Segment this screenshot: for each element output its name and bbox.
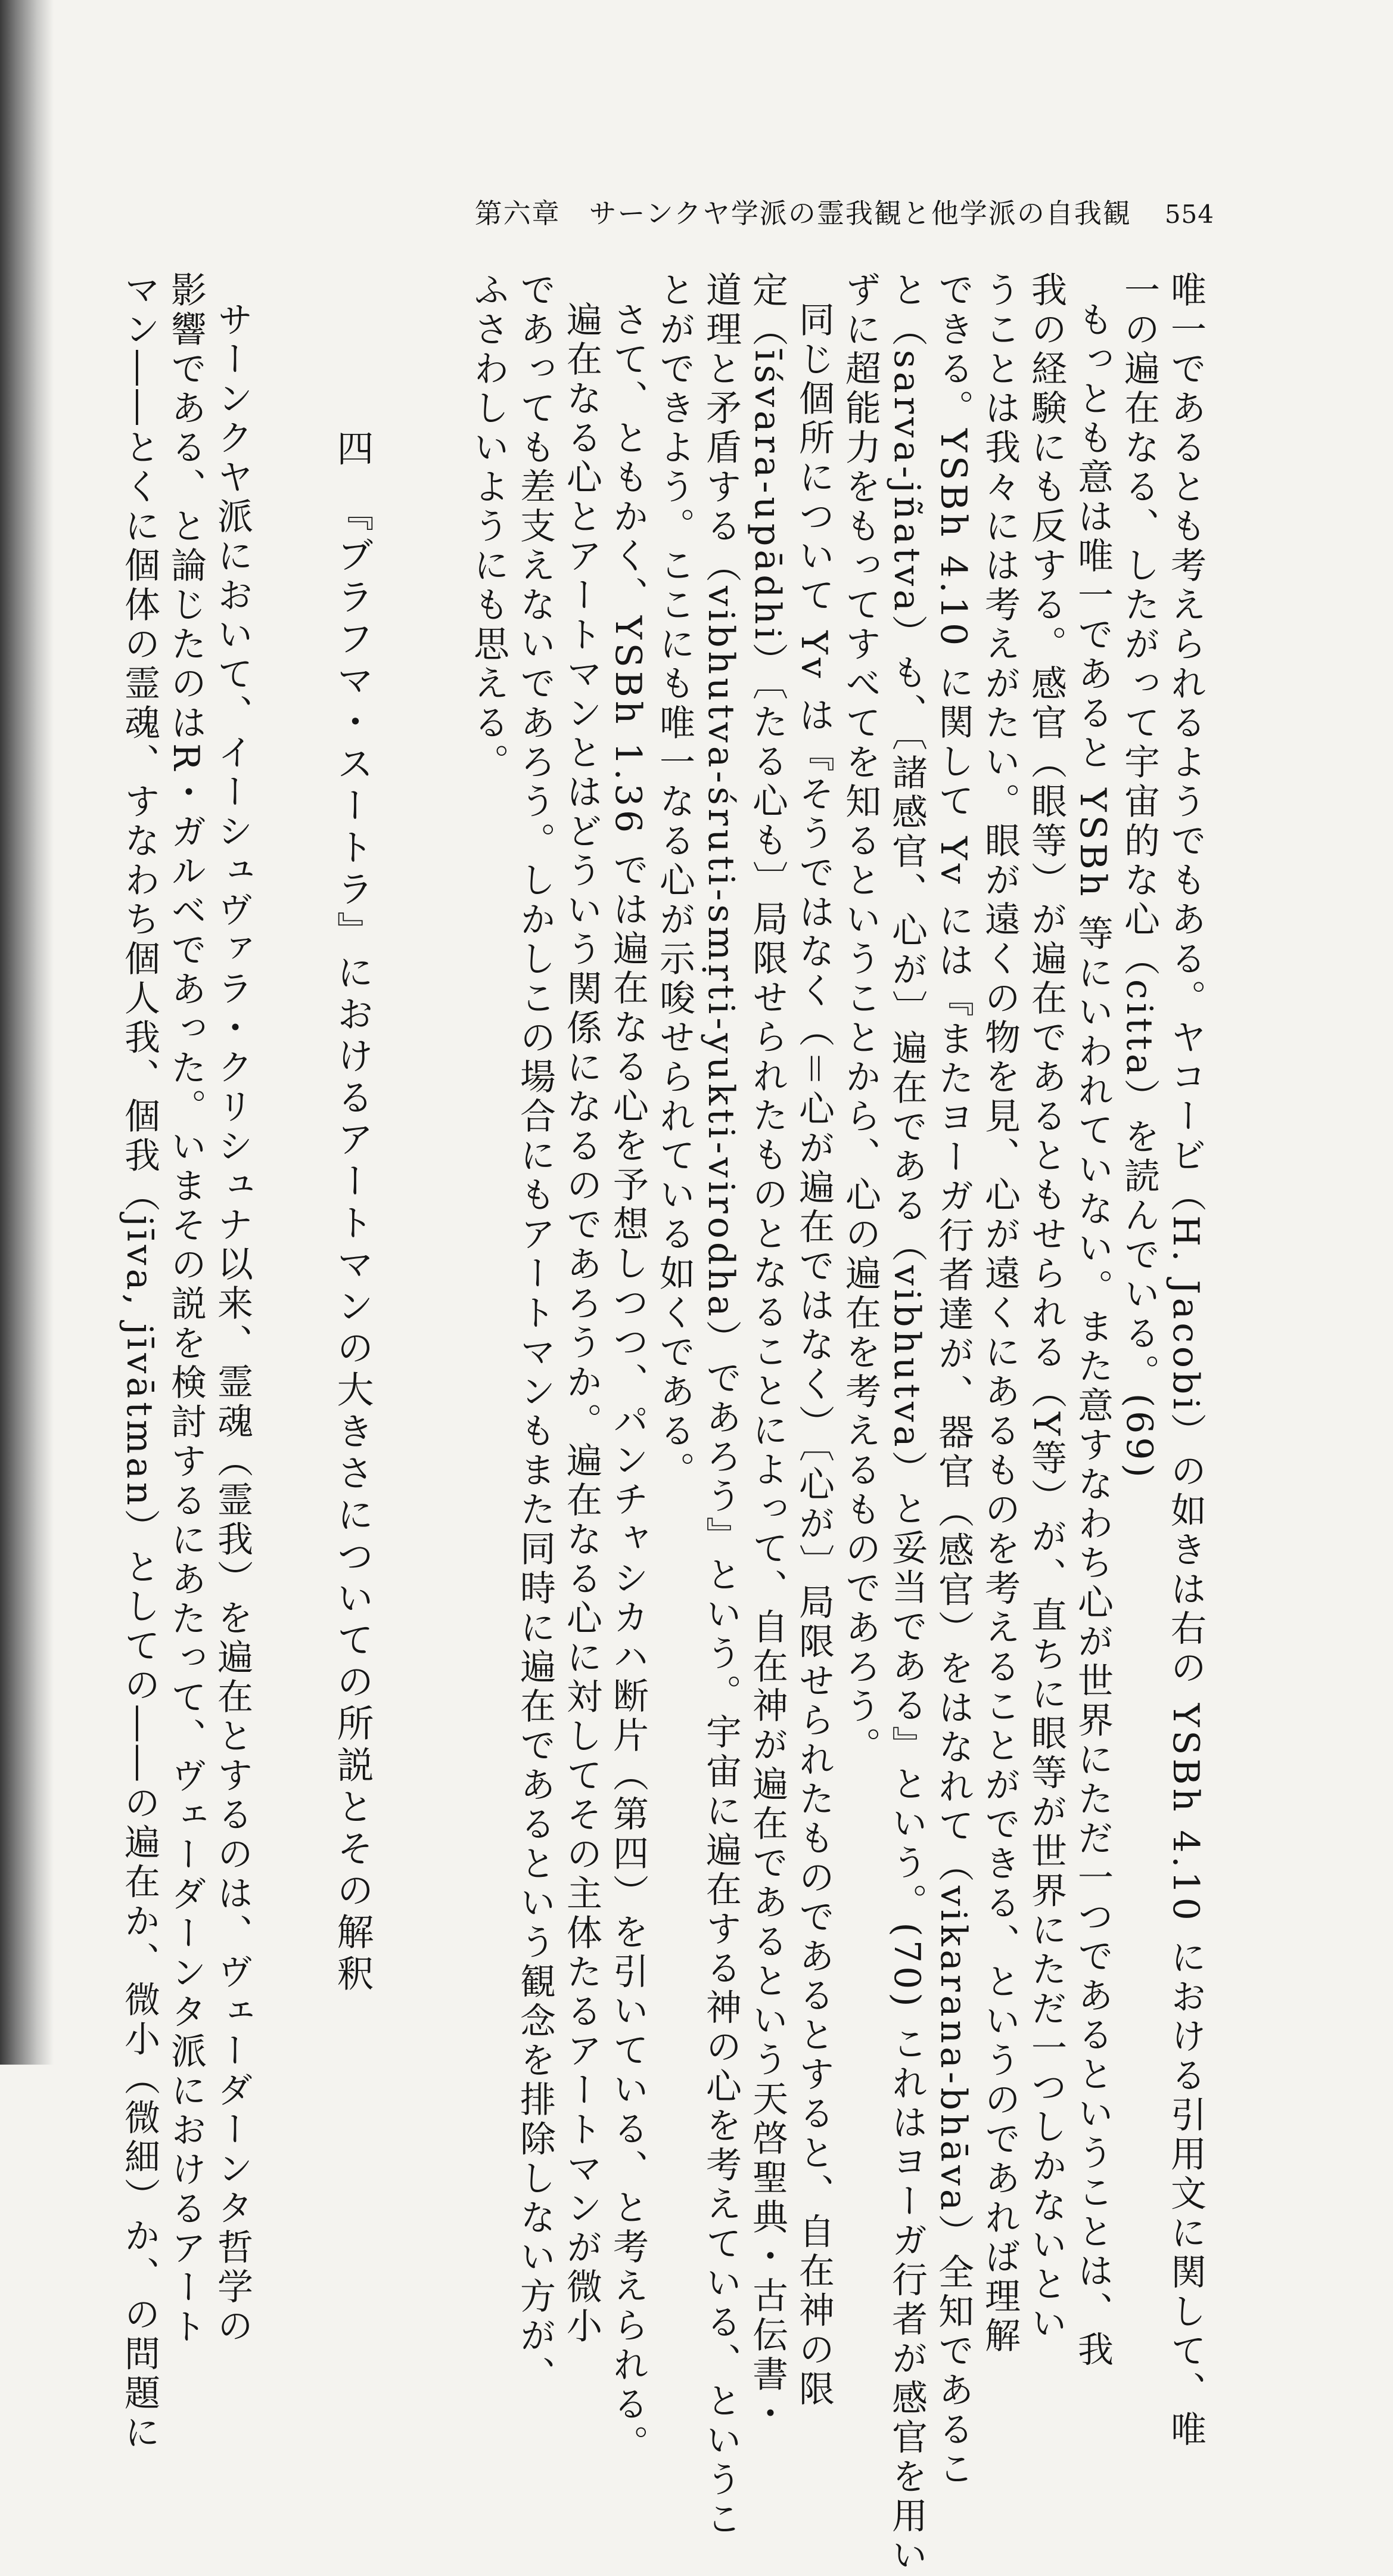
text-column: 唯一であるとも考えられるようでもある。ヤコービ（H. Jacobi）の如きは右の YSBh 4.10 における引用文に関して、唯 (1165, 271, 1207, 2450)
text-column: もっとも意は唯一であると YSBh 等にいわれていない。また意すなわち心が世界にただ一つであるということは、我 (1072, 301, 1114, 2370)
text-column: 定（īśvara-upādhi）〔たる心も〕局限せられたものとなることによって、自在神が遍在であるという天啓聖典・古伝書・ (747, 271, 788, 2435)
running-head (475, 192, 1214, 231)
text-column: うことは我々には考えがたい。眼が遠くの物を見、心が遠くにあるものを考えることができる、というのであれば理解 (979, 271, 1021, 2356)
text-column: サーンクヤ派において、イーシュヴァラ・クリシュナ以来、霊魂（霊我）を遍在とするのは、ヴェーダーンタ哲学の (212, 301, 253, 2347)
text-column: ずに超能力をもってすべてを知るということから、心の遍在を考えるものであろう。 (839, 271, 881, 1766)
text-column: と（sarva-jñatva）も、〔諸感官、心が〕遍在である（vibhutva）と妥当である』という。(70) これはヨーガ行者が感官を用い (886, 271, 928, 2576)
section-heading: 四 『ブラフマ・スートラ』におけるアートマンの大きさについての所説とその解釈 (331, 429, 374, 1996)
text-column: とができよう。ここにも唯一なる心が示唆せられている如くである。 (654, 271, 695, 1491)
text-column: 影響である、と論じたのはR・ガルベであった。いまその説を検討するにあたって、ヴェーダーンタ派におけるアート (165, 271, 207, 2348)
text-column: ふさわしいようにも思える。 (468, 271, 509, 783)
text-column: 道理と矛盾する（vibhutva-śruti-smṛti-yukti-virodha）であろう』という。宇宙に遍在する神の心を考えている、というこ (700, 271, 742, 2540)
page-number: 554 (1164, 200, 1214, 229)
text-column: 一の遍在なる、したがって宇宙的な心（citta）を読んでいる。(69) (1118, 271, 1160, 1481)
text-column: さて、ともかく、YSBh 1.36 では遍在なる心を予想しつつ、パンチャシカハ断片（第四）を引いている、と考えられる。 (607, 301, 649, 2465)
text-column: できる。YSBh 4.10 に関して Yv には『またヨーガ行者達が、器官（感官）をはなれて（vikarana-bhāva）全知であるこ (932, 271, 974, 2490)
text-column: 我の経験にも反する。感官（眼等）が遍在であるともせられる（Y等）が、直ちに眼等が世界にただ一つしかないとい (1025, 271, 1067, 2344)
text-column: であっても差支えないであろう。しかしこの場合にもアートマンもまた同時に遍在であるという観念を排除しない方が、 (514, 271, 556, 2395)
text-column: 同じ個所について Yv は『そうではなく（＝心が遍在ではなく）〔心が〕局限せられたものであるとすると、自在神の限 (793, 301, 835, 2410)
chapter-title: 第六章 サーンクヤ学派の霊我観と他学派の自我観 (474, 197, 1131, 229)
text-column: マン――とくに個体の霊魂、すなわち個人我、個我（jīva, jīvātman）としての――の遍在か、微小（微細）か、の問題に (119, 271, 160, 2453)
text-column: 遍在なる心とアートマンとはどういう関係になるのであろうか。遍在なる心に対してその主体たるアートマンが微小 (561, 301, 602, 2347)
